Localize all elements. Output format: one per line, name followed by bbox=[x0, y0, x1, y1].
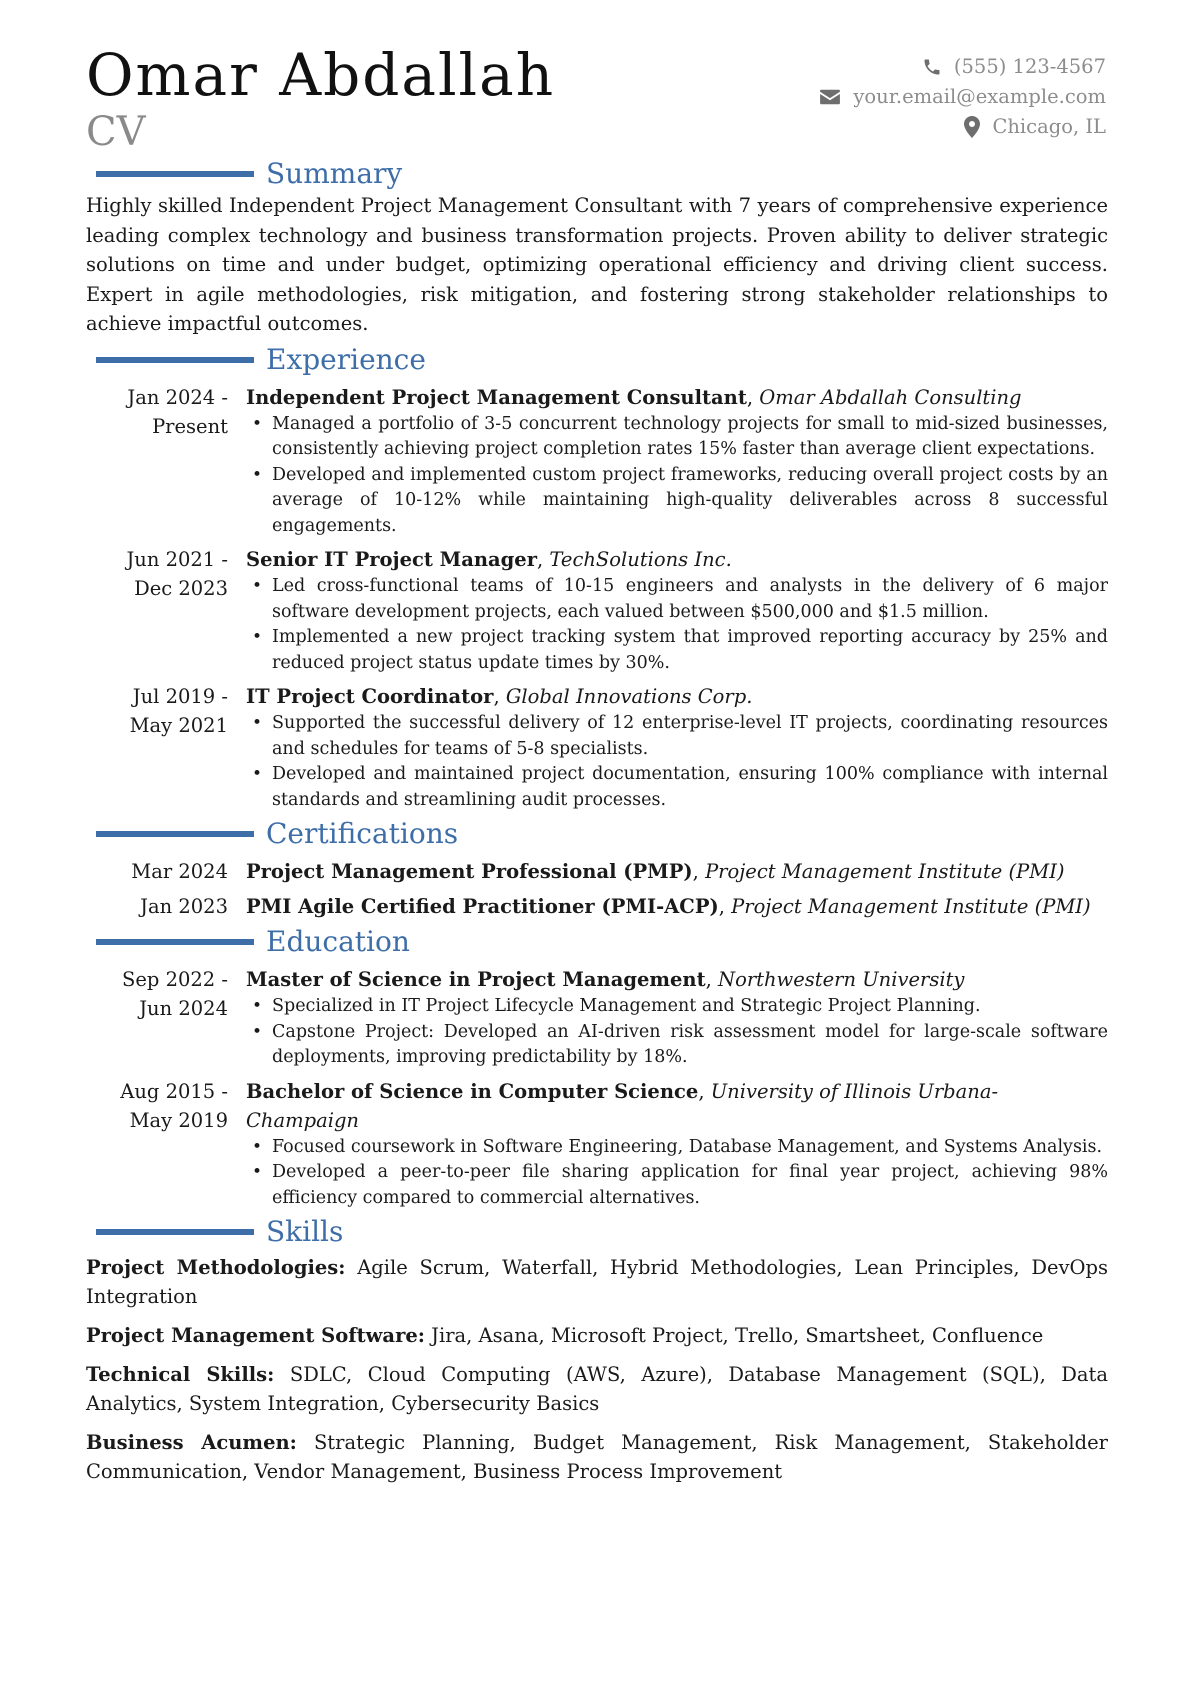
section-title: Experience bbox=[266, 342, 426, 376]
entry-date: Sep 2022 - Jun 2024 bbox=[122, 968, 228, 1020]
skill-label: Technical Skills: bbox=[86, 1363, 275, 1386]
section-certifications-heading bbox=[86, 817, 1108, 851]
entry-org: TechSolutions Inc. bbox=[549, 548, 732, 571]
entry-headline: Bachelor of Science in Computer Science, University of Illinois Urbana-Champaign bbox=[246, 1079, 999, 1132]
entry-body bbox=[246, 383, 1108, 540]
section-education-heading bbox=[86, 925, 1108, 959]
cv-content bbox=[86, 153, 1108, 1496]
entry-headline: Senior IT Project Manager, TechSolutions Inc. bbox=[246, 548, 732, 571]
entry-headline: Master of Science in Project Management, Northwestern University bbox=[246, 968, 965, 991]
bullet-item: • Focused coursework in Software Engineering, Database Management, and Systems Analysis. bbox=[246, 1135, 1108, 1161]
section-rule bbox=[96, 357, 254, 363]
entry-date: Jan 2024 - Present bbox=[127, 385, 228, 438]
cv-header bbox=[86, 40, 1106, 158]
entry-body bbox=[246, 682, 1108, 813]
entry-body bbox=[246, 965, 1108, 1071]
phone-icon bbox=[922, 57, 942, 77]
skill-label: Project Methodologies: bbox=[86, 1256, 346, 1279]
experience-entry bbox=[86, 545, 1108, 676]
phone-text: (555) 123-4567 bbox=[953, 55, 1106, 78]
entry-title: Independent Project Management Consultant bbox=[246, 385, 747, 409]
entry-body bbox=[246, 1077, 1108, 1212]
entry-title: Master of Science in Project Management bbox=[246, 968, 706, 991]
skill-text: SDLC, Cloud Computing (AWS, Azure), Database Management (SQL), Data Analytics, System Integration, Cybersecurity Basics bbox=[86, 1363, 1109, 1415]
contact-phone bbox=[819, 52, 1106, 82]
map-marker-icon bbox=[964, 116, 980, 138]
person-name: Omar Abdallah bbox=[86, 41, 556, 109]
skill-line bbox=[86, 1360, 1108, 1418]
document-subtitle: CV bbox=[86, 109, 146, 155]
entry-org: Northwestern University bbox=[718, 968, 965, 991]
entry-body bbox=[246, 545, 1108, 676]
entry-date: Jul 2019 - May 2021 bbox=[129, 685, 228, 737]
bullet-item: • Developed and implemented custom project frameworks, reducing overall project costs by an average of 10-12% while maintaining high-quality deliverables across 8 successful engagements. bbox=[246, 463, 1108, 540]
entry-title: Bachelor of Science in Computer Science bbox=[246, 1079, 699, 1103]
education-entry bbox=[86, 1077, 1108, 1212]
skill-line bbox=[86, 1428, 1108, 1486]
section-rule bbox=[96, 171, 254, 177]
entry-title: PMI Agile Certified Practitioner (PMI-ACP) bbox=[246, 895, 719, 918]
entry-org: Omar Abdallah Consulting bbox=[759, 385, 1022, 409]
entry-headline: Independent Project Management Consultant, Omar Abdallah Consulting bbox=[246, 385, 1022, 409]
entry-date: Jun 2021 - Dec 2023 bbox=[126, 548, 228, 600]
contact-block bbox=[819, 52, 1106, 142]
section-title: Education bbox=[266, 925, 410, 958]
entry-bullets bbox=[246, 412, 1108, 540]
bullet-item: • Supported the successful delivery of 12 enterprise-level IT projects, coordinating resources and schedules for teams of 5-8 specialists. bbox=[246, 711, 1108, 762]
section-experience-heading bbox=[86, 343, 1108, 377]
education-entry bbox=[86, 965, 1108, 1071]
contact-email bbox=[819, 82, 1106, 112]
summary-text: Highly skilled Independent Project Management Consultant with 7 years of comprehensive experience leading complex technology and business transformation projects. Proven ability to deliver strategic solutions on time and under budget, optimizing operational efficiency and driving client success. Expert in agile methodologies, risk mitigation, and fostering strong stakeholder relationships to achieve impactful outcomes. bbox=[86, 194, 1108, 335]
entry-org: Project Management Institute (PMI) bbox=[731, 895, 1091, 918]
entry-org: Project Management Institute (PMI) bbox=[705, 860, 1065, 883]
entry-bullets bbox=[246, 574, 1108, 676]
skill-text: Agile Scrum, Waterfall, Hybrid Methodologies, Lean Principles, DevOps Integration bbox=[86, 1256, 1108, 1308]
entry-date: Aug 2015 - May 2019 bbox=[120, 1079, 228, 1132]
location-text: Chicago, IL bbox=[992, 115, 1106, 138]
entry-org: University of Illinois Urbana-Champaign bbox=[246, 1079, 999, 1132]
experience-entry bbox=[86, 682, 1108, 813]
section-skills-heading bbox=[86, 1215, 1108, 1249]
skill-label: Business Acumen: bbox=[86, 1431, 297, 1454]
certification-entry bbox=[86, 892, 1108, 921]
section-title: Summary bbox=[266, 157, 403, 190]
entry-headline: Project Management Professional (PMP), Project Management Institute (PMI) bbox=[246, 860, 1065, 883]
skill-line bbox=[86, 1321, 1108, 1350]
bullet-item: • Developed and maintained project documentation, ensuring 100% compliance with internal standards and streamlining audit processes. bbox=[246, 762, 1108, 813]
skill-label: Project Management Software: bbox=[86, 1324, 425, 1347]
skill-text: Strategic Planning, Budget Management, Risk Management, Stakeholder Communication, Vendor Management, Business Process Improvement bbox=[86, 1431, 1108, 1483]
entry-org: Global Innovations Corp. bbox=[505, 685, 753, 708]
section-rule bbox=[96, 831, 254, 837]
section-summary-heading bbox=[86, 157, 1108, 191]
bullet-item: • Implemented a new project tracking system that improved reporting accuracy by 25% and reduced project status update times by 30%. bbox=[246, 625, 1108, 676]
entry-title: Senior IT Project Manager bbox=[246, 548, 537, 571]
bullet-item: • Managed a portfolio of 3-5 concurrent technology projects for small to mid-sized businesses, consistently achieving project completion rates 15% faster than average client expectations. bbox=[246, 412, 1108, 463]
entry-body bbox=[246, 857, 1108, 886]
bullet-item: • Capstone Project: Developed an AI-driven risk assessment model for large-scale software deployments, improving predictability by 18%. bbox=[246, 1020, 1108, 1071]
bullet-item: • Led cross-functional teams of 10-15 engineers and analysts in the delivery of 6 major software development projects, each valued between $500,000 and $1.5 million. bbox=[246, 574, 1108, 625]
entry-body bbox=[246, 892, 1108, 921]
entry-title: IT Project Coordinator bbox=[246, 685, 494, 708]
bullet-item: • Specialized in IT Project Lifecycle Management and Strategic Project Planning. bbox=[246, 994, 1108, 1020]
entry-headline: PMI Agile Certified Practitioner (PMI-ACP), Project Management Institute (PMI) bbox=[246, 895, 1091, 918]
skill-line bbox=[86, 1253, 1108, 1311]
email-text: your.email@example.com bbox=[853, 85, 1106, 108]
section-rule bbox=[96, 939, 254, 945]
contact-location bbox=[819, 112, 1106, 142]
section-title: Certifications bbox=[266, 817, 459, 850]
envelope-icon bbox=[819, 88, 841, 106]
skill-text: Jira, Asana, Microsoft Project, Trello, Smartsheet, Confluence bbox=[431, 1324, 1044, 1347]
section-title: Skills bbox=[266, 1215, 344, 1248]
entry-date: Jan 2023 bbox=[140, 895, 228, 918]
certification-entry bbox=[86, 857, 1108, 886]
section-rule bbox=[96, 1229, 254, 1235]
entry-bullets bbox=[246, 711, 1108, 813]
experience-entry bbox=[86, 383, 1108, 540]
entry-title: Project Management Professional (PMP) bbox=[246, 860, 693, 883]
entry-date: Mar 2024 bbox=[131, 860, 228, 883]
entry-headline: IT Project Coordinator, Global Innovations Corp. bbox=[246, 685, 753, 708]
entry-bullets bbox=[246, 1135, 1108, 1212]
bullet-item: • Developed a peer-to-peer file sharing application for final year project, achieving 98% efficiency compared to commercial alternatives. bbox=[246, 1160, 1108, 1211]
entry-bullets bbox=[246, 994, 1108, 1071]
